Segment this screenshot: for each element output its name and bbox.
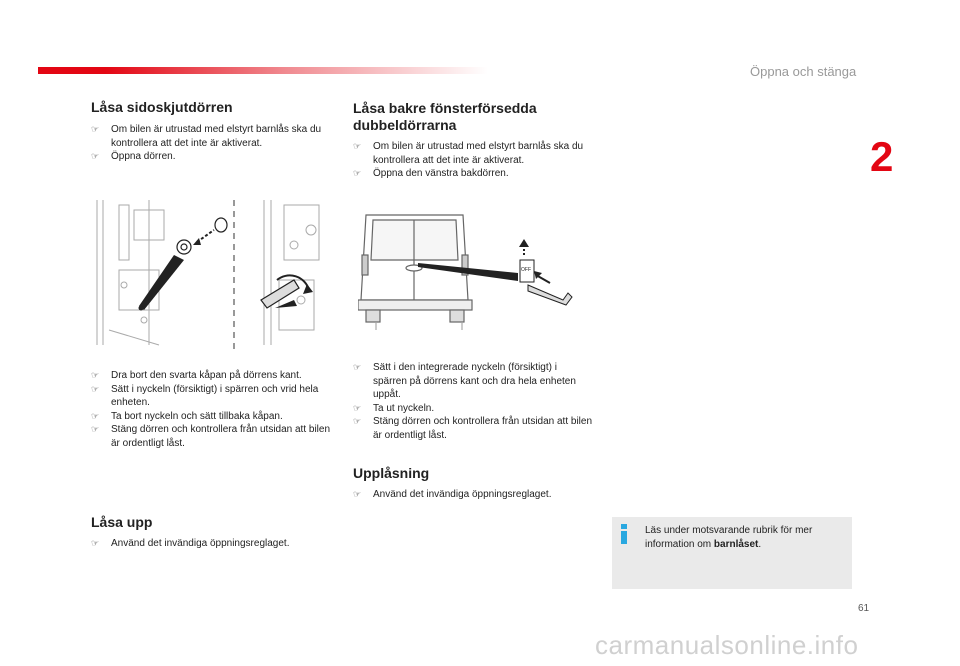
header-accent-bar: [38, 67, 488, 74]
arrow-bullet-icon: ☞: [91, 424, 100, 434]
list-sliding-door-steps: [91, 369, 341, 450]
arrow-bullet-icon: ☞: [91, 383, 100, 394]
info-text: Läs under motsvarande rubrik för mer information om barnlåset.: [645, 525, 813, 550]
list-item: ☞ Stäng dörren och kontrollera från utsidan att bilen är ordentligt låst.: [91, 424, 331, 449]
arrow-bullet-icon: ☞: [353, 362, 362, 372]
arrow-bullet-icon: ☞: [353, 416, 362, 426]
list-item: ☞ Sätt i den integrerade nyckeln (försiktigt) i spärren på dörrens kant och dra hela enheten uppåt.: [353, 362, 576, 400]
list-unlock: [91, 537, 341, 551]
list-item: ☞ Stäng dörren och kontrollera från utsidan att bilen är ordentligt låst.: [353, 416, 593, 441]
list-sliding-door-prep: [91, 123, 331, 164]
list-item: ☞ Använd det invändiga öppningsreglaget.: [91, 538, 290, 549]
list-item: ☞ Om bilen är utrustad med elstyrt barnlås ska du kontrollera att det inte är aktiverat.: [91, 124, 322, 149]
rear-doors-lock-illustration: [358, 205, 588, 330]
list-item: ☞ Om bilen är utrustad med elstyrt barnlås ska du kontrollera att det inte är aktiverat.: [353, 141, 584, 166]
page-number: 61: [858, 603, 870, 614]
list-item: ☞ Dra bort den svarta kåpan på dörrens kant.: [91, 370, 302, 381]
off-label: OFF: [521, 267, 531, 273]
heading-unlock: Låsa upp: [91, 514, 153, 530]
list-item: ☞ Ta ut nyckeln.: [353, 402, 435, 414]
arrow-bullet-icon: ☞: [91, 410, 100, 421]
heading-lock-rear-doors: Låsa bakre fönsterförsedda dubbeldörrarna: [353, 100, 537, 133]
arrow-bullet-icon: ☞: [91, 151, 100, 161]
list-item: ☞ Ta bort nyckeln och sätt tillbaka kåpan.: [91, 410, 283, 422]
list-unlocking: [353, 488, 593, 502]
list-item: ☞ Öppna dörren.: [91, 151, 176, 162]
arrow-bullet-icon: ☞: [91, 538, 100, 548]
list-item: ☞ Sätt i nyckeln (försiktigt) i spärren och vrid hela enheten.: [91, 383, 319, 408]
heading-lock-sliding-door: Låsa sidoskjutdörren: [91, 99, 233, 115]
info-text-bold: barnlåset: [713, 539, 759, 550]
arrow-bullet-icon: ☞: [353, 141, 362, 151]
watermark: carmanualsonline.info: [595, 630, 859, 660]
arrow-bullet-icon: ☞: [353, 168, 362, 178]
section-title: Öppna och stänga: [750, 64, 857, 79]
arrow-bullet-icon: ☞: [91, 124, 100, 134]
list-item: ☞ Öppna den vänstra bakdörren.: [353, 168, 509, 179]
info-icon: [618, 524, 630, 544]
arrow-bullet-icon: ☞: [353, 489, 362, 499]
list-rear-doors-prep: [353, 140, 593, 181]
arrow-bullet-icon: ☞: [91, 370, 100, 380]
heading-unlocking: Upplåsning: [353, 465, 430, 481]
sliding-door-lock-illustration: [89, 200, 329, 350]
chapter-number: 2: [870, 133, 894, 180]
list-item: ☞ Använd det invändiga öppningsreglaget.: [353, 489, 552, 500]
list-rear-doors-steps: [353, 361, 593, 442]
arrow-bullet-icon: ☞: [353, 402, 362, 413]
